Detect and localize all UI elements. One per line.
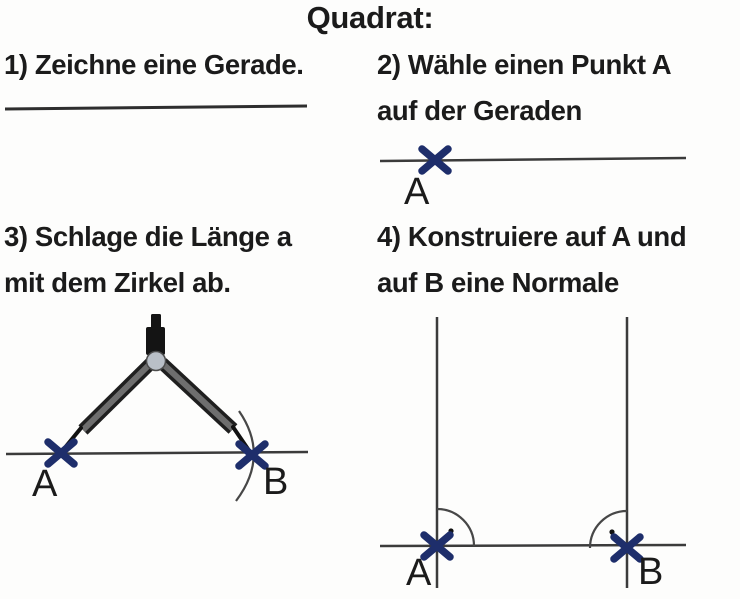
compass-handle-knob (151, 314, 161, 329)
step-4-point-a-label: A (406, 552, 432, 594)
step-1-line-1: 1) Zeichne eine Gerade. (4, 49, 304, 80)
step-4-straight-line (380, 545, 686, 546)
step-4-line-1: 4) Konstruiere auf A und (377, 221, 687, 252)
step-3-point-a-label: A (32, 463, 58, 505)
step-3-point-b-label: B (263, 461, 289, 503)
compass-right-leg-core (162, 363, 233, 429)
page-title: Quadrat: (306, 0, 434, 35)
step-1-straight-line (5, 106, 307, 109)
step-3-point-b-x-mark (239, 444, 265, 466)
step-2-diagram (380, 149, 686, 213)
step-2-line-2: auf der Geraden (377, 95, 582, 126)
step-4-point-b-label: B (638, 551, 664, 593)
step-4-line-2: auf B eine Normale (377, 267, 619, 298)
step-2-line-1: 2) Wähle einen Punkt A (377, 49, 672, 80)
step-3-straight-line (6, 452, 308, 454)
compass-icon (63, 314, 248, 450)
step-3-diagram (6, 314, 308, 505)
step-4-diagram (380, 317, 686, 594)
step-2-straight-line (380, 158, 686, 161)
step-1-diagram (5, 106, 307, 109)
step-2-point-a-label: A (404, 171, 430, 213)
step-3-line-2: mit dem Zirkel ab. (4, 267, 231, 298)
compass-pivot-joint (147, 352, 166, 371)
compass-left-leg-core (83, 363, 151, 430)
step-3-line-1: 3) Schlage die Länge a (4, 221, 292, 252)
